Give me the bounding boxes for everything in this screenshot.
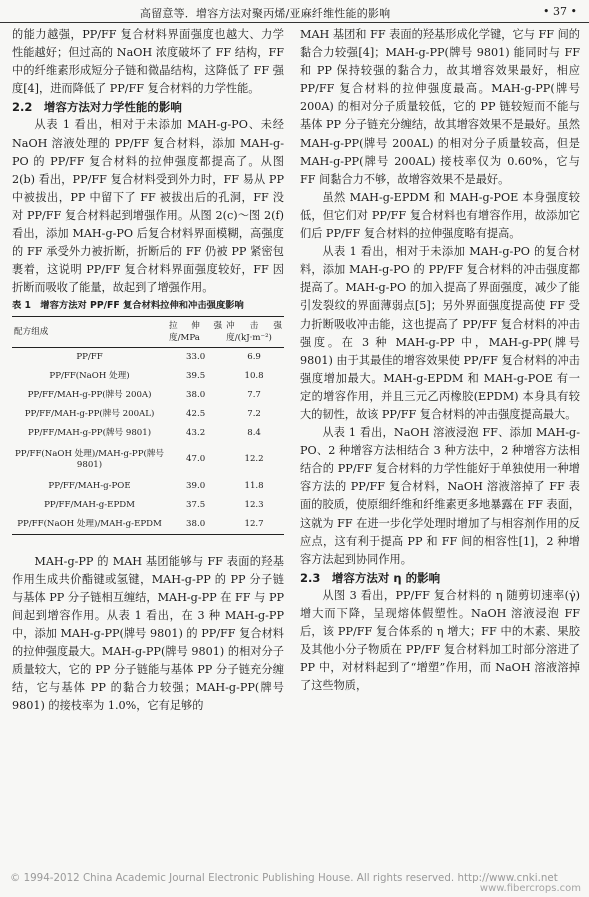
table-cell: PP/FF/MAH-g-PP(牌号 9801) xyxy=(27,427,152,438)
table-cell: 38.0 xyxy=(186,518,206,529)
watermark: www.fibercrops.com xyxy=(479,883,581,894)
table-cell: PP/FF xyxy=(76,351,103,362)
table-cell: 33.0 xyxy=(186,351,206,362)
right-paragraph-4: 从图 3 看出，PP/FF 复合材料的 η 随剪切速率(γ̇) 增大而下降，呈现熔体假塑性。NaOH 溶液浸泡 FF 后，该 PP/FF 复合体系的 η 增大；FF 中的木素、果胶及其他小分子物质在 PP/FF 复合材料加工时部分溶进了 PP 中，对材料起到了“增塑”作用，而 NaOH 溶液溶掉了这些物质， xyxy=(300,588,580,693)
table-row xyxy=(12,386,284,405)
table-1 xyxy=(12,297,284,534)
table-cell: PP/FF/MAH-g-EPDM xyxy=(44,499,135,510)
column-header: 拉伸强度/MPa xyxy=(167,316,224,347)
right-paragraph-0: MAH 基团和 FF 表面的羟基形成化学键，它与 FF 间的黏合力较强[4]；MAH-g-PP(牌号 9801) 能同时与 FF 和 PP 保持较强的黏合力，故其增容效果最好，相应 PP/FF 复合材料的拉伸强度最高。MAH-g-PP(牌号 200A) 的相对分子质量较低，它的 PP 链较短而不能与基体 PP 分子链充分缠结，故其增容效果不是最好。虽然 MAH-g-PP(牌号 200AL) 的相对分子质量较高，但是 MAH-g-PP(牌号 200AL) 接枝率仅为 0.60%，它与 FF 间黏合力不够，故增容效果不是最好。 xyxy=(300,28,580,186)
column-header: 冲击强度/(kJ·m⁻²) xyxy=(224,316,284,347)
table-cell: 38.0 xyxy=(186,389,206,400)
table-cell: PP/FF/MAH-g-POE xyxy=(48,480,131,491)
section-2-2-heading: 2.2 增容方法对力学性能的影响 xyxy=(12,100,182,115)
running-title: 高留意等．增容方法对聚丙烯/亚麻纤维性能的影响 xyxy=(140,7,391,20)
data-table xyxy=(12,316,284,535)
right-column xyxy=(300,26,580,695)
right-paragraph-3: 从表 1 看出，NaOH 溶液浸泡 FF、添加 MAH-g-PO、2 种增容方法相结合 3 种方法中，2 种增容方法相结合的 PP/FF 复合材料的力学性能好于单独使用一种增容方法的 PP/FF 复合材料，NaOH 溶液溶掉了 FF 表面的胶质，使原细纤维和纤维素更多地暴露在 FF 表面，这就为 FF 在进一步化学处理时增加了与相容剂作用的反应点，这有利于提高 PP 和 FF 间的相容性[1]，2 种增容方法起到协同作用。 xyxy=(300,426,580,566)
right-paragraph-1: 虽然 MAH-g-EPDM 和 MAH-g-POE 本身强度较低，但它们对 PP/FF 复合材料也有增容作用，故添加它们后 PP/FF 复合材料的拉伸强度略有提高。 xyxy=(300,190,580,241)
table-cell: 37.5 xyxy=(186,499,206,510)
table-row xyxy=(12,424,284,443)
copyright-footer: © 1994-2012 China Academic Journal Electronic Publishing House. All rights reserved. http://www.cnki.net xyxy=(10,872,558,884)
left-column xyxy=(12,26,284,715)
table-cell: 7.7 xyxy=(247,389,261,400)
table-row xyxy=(12,443,284,477)
running-header xyxy=(0,0,589,23)
column-header: 配方组成 xyxy=(12,316,167,347)
left-paragraph-1: 从表 1 看出，相对于未添加 MAH-g-PO、未经 NaOH 溶液处理的 PP/FF 复合材料，添加 MAH-g-PO 的 PP/FF 复合材料的拉伸强度都提高了。从图 2(b) 看出，PP/FF 复合材料受到外力时，FF 易从 PP 中被拔出，PP 中留下了 FF 被拔出后的孔洞，FF 没对 PP/FF 复合材料起到增强作用。从图 2(c)～图 2(f) 看出，添加 MAH-g-PO 后复合材料界面模糊，高强度的 FF 承受外力被折断，折断后的 FF 仍被 PP 紧密包裹着，这说明 PP/FF 复合材料界面强度较好，FF 因折断而吸收了能量，故起到了增强作用。 xyxy=(12,118,284,295)
table-cell: 12.3 xyxy=(244,499,264,510)
table-cell: 47.0 xyxy=(186,454,206,464)
table-cell: PP/FF(NaOH 处理) xyxy=(49,370,130,381)
table-header-row xyxy=(12,316,284,347)
left-paragraph-0: 的能力越强，PP/FF 复合材料界面强度也越大、力学性能越好；但过高的 NaOH 浓度破坏了 FF 结构，FF 中的纤维素形成短分子链和微晶结构，这降低了 FF 强度[4]，进而降低了 PP/FF 复合材料的力学性能。 xyxy=(12,28,284,96)
table-cell: 42.5 xyxy=(186,408,206,419)
table-cell: 12.2 xyxy=(244,454,264,464)
table-cell: 43.2 xyxy=(186,427,206,438)
table-cell: 6.9 xyxy=(247,351,261,362)
left-paragraph-2: MAH-g-PP 的 MAH 基团能够与 FF 表面的羟基作用生成共价酯键或氢键，MAH-g-PP 的 PP 分子链与基体 PP 分子链相互缠结，MAH-g-PP 在 FF 与 PP 间起到增容作用。从表 1 看出，在 3 种 MAH-g-PP 中，添加 MAH-g-PP(牌号 9801) 的 PP/FF 复合材料的拉伸强度最大。MAH-g-PP(牌号 9801) 的相对分子质量较大，它的 PP 分子链能与基体 PP 分子链充分缠结，它与基体 PP 的黏合力较强；MAH-g-PP(牌号 9801) 的接枝率为 1.0%，它有足够的 xyxy=(12,554,284,713)
table-cell: 12.7 xyxy=(244,518,264,529)
table-cell: 11.8 xyxy=(244,480,264,491)
table-row xyxy=(12,477,284,496)
table-cell: 39.0 xyxy=(186,480,206,491)
table-cell: PP/FF/MAH-g-PP(牌号 200A) xyxy=(27,389,152,400)
table-row xyxy=(12,405,284,424)
table-cell: PP/FF(NaOH 处理)/MAH-g-PP(牌号 9801) xyxy=(15,448,165,470)
page-number: • 37 • xyxy=(543,5,577,18)
table-cell: 8.4 xyxy=(247,427,261,438)
table-cell: 7.2 xyxy=(247,408,261,419)
table-caption: 表 1 增容方法对 PP/FF 复合材料拉伸和冲击强度影响 xyxy=(12,300,244,312)
table-row xyxy=(12,496,284,515)
table-row xyxy=(12,347,284,367)
table-cell: 10.8 xyxy=(244,370,264,381)
table-row xyxy=(12,515,284,535)
section-2-3-heading: 2.3 增容方法对 η 的影响 xyxy=(300,570,441,585)
table-cell: PP/FF(NaOH 处理)/MAH-g-EPDM xyxy=(17,518,162,529)
right-paragraph-2: 从表 1 看出，相对于未添加 MAH-g-PO 的复合材料，添加 MAH-g-PO 的 PP/FF 复合材料的冲击强度都提高了。MAH-g-PO 的加入提高了界面强度，减少了能引发裂纹的界面薄弱点[5]；另外界面强度提高使 FF 受力折断吸收冲击能，这也提高了 PP/FF 复合材料的冲击强度。在 3 种 MAH-g-PP 中，MAH-g-PP(牌号 9801) 由于其最佳的增容效果使 PP/FF 复合材料的冲击强度增加最大。MAH-g-EPDM 和 MAH-g-POE 有一定的增容作用，并且三元乙丙橡胶(EPDM) 本身具有较大的韧性，故该 PP/FF 复合材料的冲击强度提高最大。 xyxy=(300,245,580,421)
table-cell: 39.5 xyxy=(186,370,206,381)
table-cell: PP/FF/MAH-g-PP(牌号 200AL) xyxy=(24,408,155,419)
table-row xyxy=(12,367,284,386)
